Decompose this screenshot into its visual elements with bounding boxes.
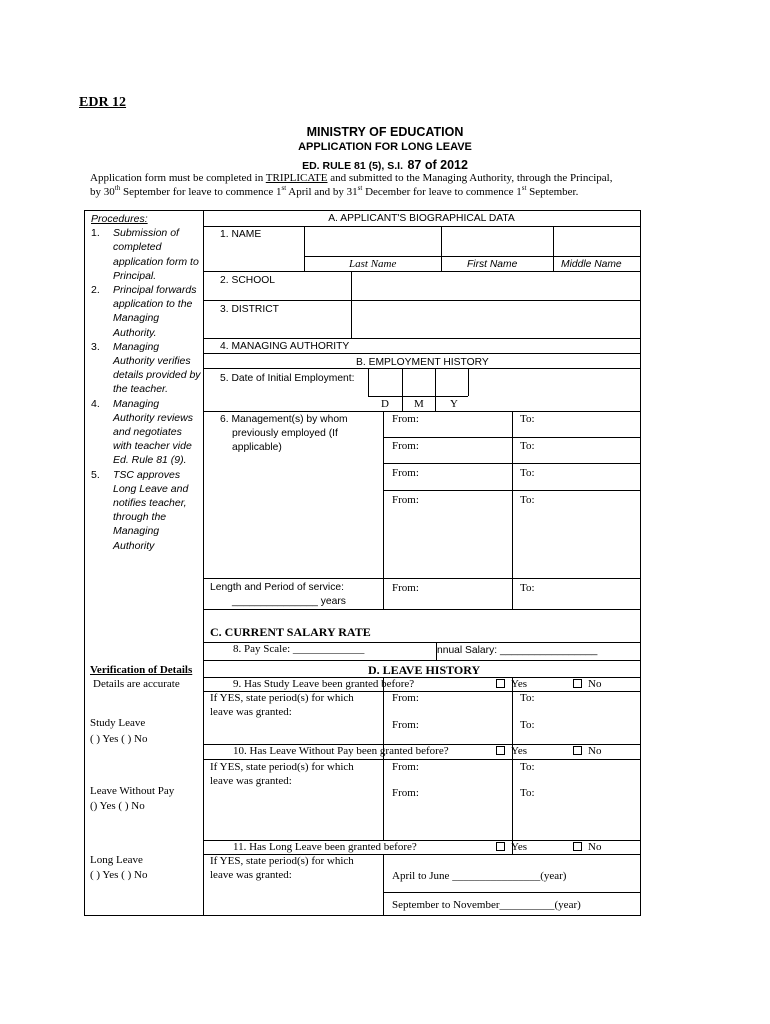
employment-from-2: From: xyxy=(392,440,419,452)
checkbox-icon[interactable] xyxy=(573,746,582,755)
long-leave-options[interactable]: ( ) Yes ( ) No xyxy=(90,869,148,881)
ministry-title: MINISTRY OF EDUCATION xyxy=(306,125,464,139)
lwp-from-1: From: xyxy=(392,761,419,773)
procedure-number: 3. xyxy=(91,340,100,353)
employment-to-3: To: xyxy=(520,467,535,479)
instr-sup: st xyxy=(357,184,363,192)
service-from: From: xyxy=(392,582,419,594)
lwp-if-yes-2: leave was granted: xyxy=(210,775,292,787)
instr-text: and submitted to the Managing Authority, through the Principal, xyxy=(327,172,613,184)
management-label-1: 6. Management(s) by whom xyxy=(220,414,348,425)
procedure-item xyxy=(91,468,201,553)
procedure-item xyxy=(91,226,201,283)
no-label: No xyxy=(588,745,602,757)
instr-text: Application form must be completed in xyxy=(90,172,266,184)
verification-title: Verification of Details xyxy=(90,664,193,676)
instr-sup: st xyxy=(521,184,527,192)
instr-text: September for leave to commence 1 xyxy=(120,186,282,198)
instr-text: December for leave to commence 1 xyxy=(362,186,522,198)
employment-to-4: To: xyxy=(520,494,535,506)
instr-sup: st xyxy=(281,184,287,192)
procedure-number: 1. xyxy=(91,227,100,240)
procedure-number: 2. xyxy=(91,284,100,297)
procedure-text: TSC approves Long Leave and notifies teacher, through the Managing Authority xyxy=(113,468,189,552)
employment-from-1: From: xyxy=(392,413,419,425)
procedure-item xyxy=(91,397,201,468)
first-name-label: First Name xyxy=(467,259,518,270)
long-if-yes-1: If YES, state period(s) for which xyxy=(210,855,354,867)
years-blank: _______________ years xyxy=(232,596,346,607)
management-label-2: previously employed (If xyxy=(232,428,338,439)
yes-label: Yes xyxy=(511,678,528,690)
procedure-text: Managing Authority verifies details provided by the teacher. xyxy=(113,340,201,396)
section-d-header: D. LEAVE HISTORY xyxy=(368,663,481,677)
managing-authority-label: 4. MANAGING AUTHORITY xyxy=(220,341,350,352)
instr-sup: th xyxy=(114,184,121,192)
checkbox-icon[interactable] xyxy=(573,842,582,851)
form-code: EDR 12 xyxy=(79,95,127,110)
employment-from-3: From: xyxy=(392,467,419,479)
management-label-3: applicable) xyxy=(232,442,282,453)
lwp-label: Leave Without Pay xyxy=(90,785,175,797)
lwp-to-1: To: xyxy=(520,761,535,773)
procedure-item xyxy=(91,340,201,397)
lwp-question: 10. Has Leave Without Pay been granted before? xyxy=(233,745,449,757)
lwp-options[interactable]: () Yes ( ) No xyxy=(90,800,145,812)
checkbox-icon[interactable] xyxy=(573,679,582,688)
sept-nov-field: September to November__________(year) xyxy=(392,899,581,911)
section-a-header: A. APPLICANT'S BIOGRAPHICAL DATA xyxy=(328,213,515,224)
study-leave-question: 9. Has Study Leave been granted before? xyxy=(233,678,415,690)
instr-text: September. xyxy=(526,186,579,198)
study-if-yes-1: If YES, state period(s) for which xyxy=(210,692,354,704)
instr-text: by 30 xyxy=(90,186,115,198)
procedure-text: Submission of completed application form to Principal. xyxy=(113,227,199,282)
section-b-header: B. EMPLOYMENT HISTORY xyxy=(356,357,489,368)
procedures-list xyxy=(91,212,201,553)
lwp-to-2: To: xyxy=(520,787,535,799)
annual-salary-field: nnual Salary: _________________ xyxy=(437,645,598,656)
procedures-title: Procedures: xyxy=(91,213,148,225)
school-label: 2. SCHOOL xyxy=(220,275,275,286)
study-to-2: To: xyxy=(520,719,535,731)
rule-prefix: ED. RULE 81 (5), S.I. xyxy=(302,160,404,172)
employment-from-4: From: xyxy=(392,494,419,506)
lwp-if-yes-1: If YES, state period(s) for which xyxy=(210,761,354,773)
procedure-text: Principal forwards application to the Managing Authority. xyxy=(113,284,197,339)
initial-employment-label: 5. Date of Initial Employment: xyxy=(220,373,355,384)
section-c-header: C. CURRENT SALARY RATE xyxy=(210,625,371,639)
yes-label: Yes xyxy=(511,841,528,853)
procedure-number: 5. xyxy=(91,468,100,481)
long-leave-yes[interactable] xyxy=(496,841,527,853)
study-to-1: To: xyxy=(520,692,535,704)
employment-to-2: To: xyxy=(520,440,535,452)
lwp-no[interactable] xyxy=(573,745,601,757)
form-title: APPLICATION FOR LONG LEAVE xyxy=(298,141,472,153)
checkbox-icon[interactable] xyxy=(496,679,505,688)
study-from-2: From: xyxy=(392,719,419,731)
procedure-number: 4. xyxy=(91,397,100,410)
middle-name-label: Middle Name xyxy=(561,259,622,270)
no-label: No xyxy=(588,678,602,690)
instr-triplicate: TRIPLICATE xyxy=(265,172,328,184)
procedure-item xyxy=(91,283,201,340)
study-if-yes-2: leave was granted: xyxy=(210,706,292,718)
month-label: M xyxy=(414,398,424,410)
checkbox-icon[interactable] xyxy=(496,746,505,755)
april-june-field: April to June ________________(year) xyxy=(392,870,567,882)
study-leave-options[interactable]: ( ) Yes ( ) No xyxy=(90,733,148,745)
instructions-line-2 xyxy=(90,186,578,198)
employment-to-1: To: xyxy=(520,413,535,425)
long-leave-question: 11. Has Long Leave been granted before? xyxy=(233,841,417,853)
instr-text: April and by 31 xyxy=(286,186,358,198)
checkbox-icon[interactable] xyxy=(496,842,505,851)
lwp-from-2: From: xyxy=(392,787,419,799)
study-leave-no[interactable] xyxy=(573,678,601,690)
procedure-text: Managing Authority reviews and negotiates with teacher vide Ed. Rule 81 (9). xyxy=(113,397,193,467)
study-from-1: From: xyxy=(392,692,419,704)
verification-subtitle: Details are accurate xyxy=(93,678,180,690)
last-name-label: Last Name xyxy=(349,258,397,270)
district-label: 3. DISTRICT xyxy=(220,304,279,315)
name-label: 1. NAME xyxy=(220,229,262,240)
no-label: No xyxy=(588,841,602,853)
long-leave-no[interactable] xyxy=(573,841,601,853)
long-if-yes-2: leave was granted: xyxy=(210,869,292,881)
instructions-line-1 xyxy=(90,172,612,184)
pay-scale-field: 8. Pay Scale: _____________ xyxy=(233,643,365,655)
service-to: To: xyxy=(520,582,535,594)
lwp-yes[interactable] xyxy=(496,745,527,757)
length-of-service-label: Length and Period of service: xyxy=(210,582,344,593)
study-leave-label: Study Leave xyxy=(90,717,146,729)
rule-number: 87 of 2012 xyxy=(407,158,468,172)
day-label: D xyxy=(381,398,389,410)
long-leave-label: Long Leave xyxy=(90,854,143,866)
year-label: Y xyxy=(450,398,458,410)
yes-label: Yes xyxy=(511,745,528,757)
study-leave-yes[interactable] xyxy=(496,678,527,690)
